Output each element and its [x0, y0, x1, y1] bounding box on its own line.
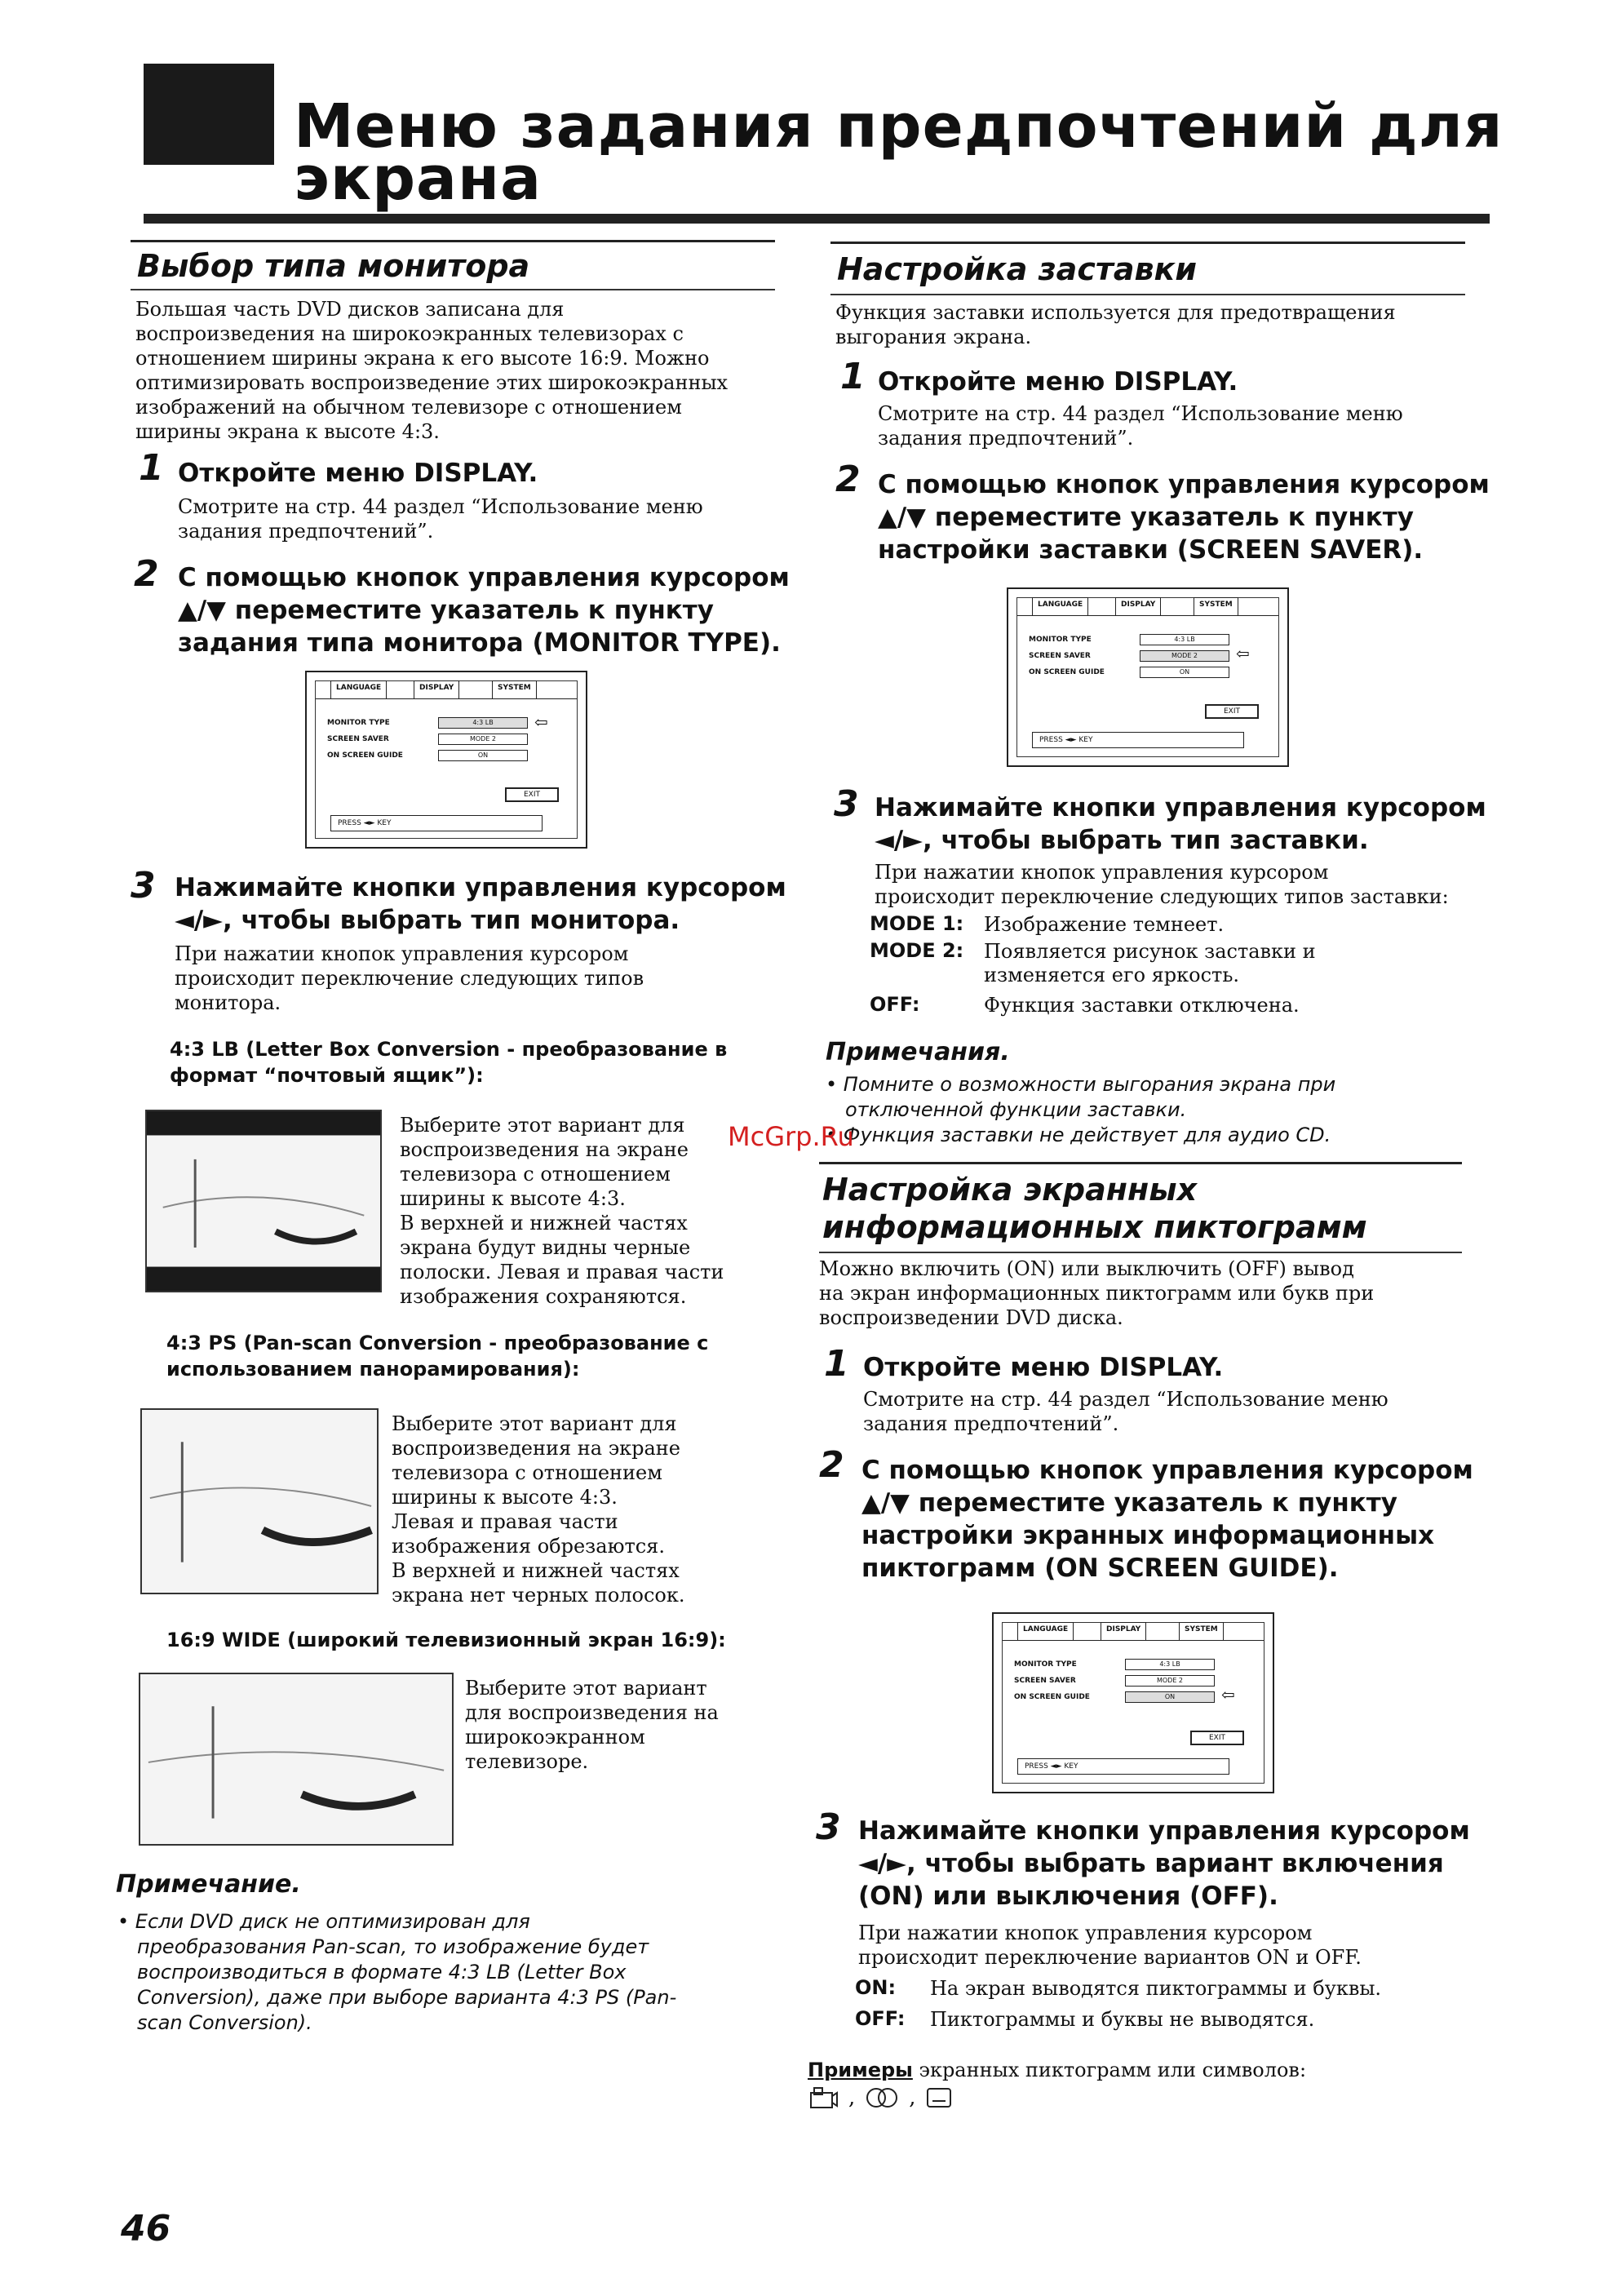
osd-row-monitor-type: MONITOR TYPE	[1029, 636, 1092, 644]
option-ps-heading: 4:3 PS (Pan-scan Conversion - преобразование с использованием панорамирования):	[166, 1332, 709, 1381]
title-decoration-block	[144, 64, 274, 165]
step-subtext: При нажатии кнопок управления курсором происходит переключение вариантов ON и OFF.	[858, 1921, 1362, 1969]
step-title: Откройте меню DISPLAY.	[878, 367, 1238, 397]
osd-row-on-screen-guide: ON SCREEN GUIDE	[1014, 1693, 1090, 1701]
osd-value-monitor: 4:3 LB	[1140, 634, 1229, 645]
osd-exit: EXIT	[1205, 704, 1259, 719]
section-title-guide-line1: Настройка экранных	[822, 1172, 1198, 1208]
osd-value-guide: ON	[1125, 1691, 1215, 1703]
osd-row-screen-saver: SCREEN SAVER	[1014, 1677, 1076, 1685]
step-number: 3	[131, 865, 156, 906]
step-number: 3	[816, 1806, 841, 1848]
notes-text: • Помните о возможности выгорания экрана при отключенной функции заставки. • Функция заставки не действует для аудио CD.	[826, 1073, 1336, 1146]
osd-pointer-icon: ⇦	[1221, 1685, 1235, 1704]
note-text: • Если DVD диск не оптимизирован для преобразования Pan-scan, то изображение будет воспроизводиться в формате 4:3 LB (Letter Box Conversion), даже при выборе варианта 4:3 PS (Pan- scan Conversion).	[117, 1910, 677, 2034]
osd-pointer-icon: ⇦	[1236, 644, 1250, 663]
section-rule	[131, 289, 775, 290]
step-title: Нажимайте кнопки управления курсором ◄/►, чтобы выбрать тип монитора.	[175, 873, 786, 935]
osd-row-screen-saver: SCREEN SAVER	[1029, 652, 1091, 660]
step-title: Нажимайте кнопки управления курсором ◄/►, чтобы выбрать вариант включения (ON) или выключения (OFF).	[858, 1816, 1470, 1911]
osd-row-screen-saver: SCREEN SAVER	[327, 735, 389, 743]
option-wide-heading: 16:9 WIDE (широкий телевизионный экран 16:9):	[166, 1629, 726, 1651]
osd-value-saver: MODE 2	[1125, 1675, 1215, 1687]
osd-tab-system: SYSTEM	[492, 680, 537, 698]
watermark: McGrp.Ru	[728, 1121, 854, 1152]
osd-screen-saver	[1007, 587, 1289, 767]
osd-press-hint: PRESS ◄► KEY	[1032, 732, 1244, 748]
osd-value-monitor: 4:3 LB	[1125, 1659, 1215, 1670]
step-number: 2	[835, 459, 861, 500]
section-title-saver: Настройка заставки	[837, 251, 1197, 287]
step-number: 2	[134, 553, 159, 595]
section-title-monitor: Выбор типа монитора	[137, 248, 530, 284]
step-number: 1	[824, 1343, 849, 1385]
monitor-intro: Большая часть DVD дисков записана для воспроизведения на широкоэкранных телевизорах с отношением ширины экрана к его высоте 16:9. Можно оптимизировать воспроизведение этих широкоэкранных изображений на обычном телевизоре с отношением ширины экрана к высоте 4:3.	[135, 298, 729, 443]
photo-wide	[139, 1673, 454, 1846]
option-lb-text: Выберите этот вариант для воспроизведения на экране телевизора с отношением ширины к высоте 4:3. В верхней и нижней частях экрана будут видны черные полоски. Левая и правая части изображения сохраняются.	[400, 1114, 724, 1308]
section-rule	[830, 242, 1465, 244]
osd-press-hint: PRESS ◄► KEY	[330, 815, 543, 831]
step-number: 1	[139, 447, 164, 489]
note-title: Примечание.	[116, 1870, 301, 1899]
saver-intro: Функция заставки используется для предотвращения выгорания экрана.	[835, 301, 1396, 348]
osd-tab-language: LANGUAGE	[330, 680, 387, 698]
step-title: С помощью кнопок управления курсором ▲/▼ переместите указатель к пункту задания типа монитора (MONITOR TYPE).	[178, 563, 790, 658]
osd-press-hint: PRESS ◄► KEY	[1017, 1758, 1229, 1775]
saver-modes: MODE 1: Изображение темнеет. MODE 2: Появляется рисунок заставки и изменяется его яркость. OFF: Функция заставки отключена.	[870, 912, 1316, 1017]
osd-row-on-screen-guide: ON SCREEN GUIDE	[1029, 668, 1105, 676]
osd-value-guide: ON	[438, 750, 528, 761]
page-number: 46	[121, 2208, 171, 2249]
osd-row-monitor-type: MONITOR TYPE	[1014, 1660, 1077, 1669]
step-title: Откройте меню DISPLAY.	[863, 1353, 1224, 1382]
multi-angle-icon	[809, 2086, 839, 2109]
osd-screen-guide	[992, 1612, 1274, 1793]
subtitle-icon	[926, 2086, 952, 2109]
osd-tab-display: DISPLAY	[1115, 597, 1161, 615]
page-title-line2: экрана	[294, 144, 543, 214]
osd-tab-system: SYSTEM	[1194, 597, 1238, 615]
photo-letterbox	[145, 1110, 382, 1292]
step-subtext: При нажатии кнопок управления курсором происходит переключение следующих типов монитора.	[175, 942, 644, 1014]
osd-exit: EXIT	[1190, 1731, 1244, 1745]
photo-panscan	[140, 1408, 379, 1594]
step-title: Откройте меню DISPLAY.	[178, 459, 538, 488]
guide-options: ON: На экран выводятся пиктограммы и буквы. OFF: Пиктограммы и буквы не выводятся.	[855, 1976, 1382, 2031]
osd-row-monitor-type: MONITOR TYPE	[327, 719, 390, 727]
title-rule	[144, 214, 1490, 224]
osd-value-saver: MODE 2	[1140, 650, 1229, 662]
osd-row-on-screen-guide: ON SCREEN GUIDE	[327, 751, 403, 760]
option-wide-text: Выберите этот вариант для воспроизведения на широкоэкранном телевизоре.	[465, 1677, 719, 1773]
step-subtext: При нажатии кнопок управления курсором происходит переключение следующих типов заставки:	[875, 861, 1449, 908]
osd-tab-display: DISPLAY	[414, 680, 459, 698]
page-title-line1: Меню задания предпочтений для	[294, 91, 1504, 162]
step-title: С помощью кнопок управления курсором ▲/▼ переместите указатель к пункту настройки экранных информационных пиктограмм (ON SCREEN GUIDE).	[861, 1456, 1473, 1583]
step-title: С помощью кнопок управления курсором ▲/▼ переместите указатель к пункту настройки заставки (SCREEN SAVER).	[878, 470, 1490, 565]
osd-tab-language: LANGUAGE	[1017, 1622, 1074, 1640]
section-rule	[131, 240, 775, 242]
example-icons: , ,	[809, 2085, 952, 2110]
osd-exit: EXIT	[505, 787, 559, 802]
section-rule	[819, 1162, 1462, 1164]
osd-pointer-icon: ⇦	[534, 712, 548, 732]
option-lb-heading: 4:3 LB (Letter Box Conversion - преобразование в формат “почтовый ящик”):	[170, 1038, 728, 1087]
step-title: Нажимайте кнопки управления курсором ◄/►, чтобы выбрать тип заставки.	[875, 793, 1486, 855]
section-rule	[830, 294, 1465, 295]
step-number: 1	[840, 356, 866, 397]
option-ps-text: Выберите этот вариант для воспроизведения на экране телевизора с отношением ширины к высоте 4:3. Левая и правая части изображения обрезаются. В верхней и нижней частях экрана нет черных полосок.	[392, 1412, 685, 1607]
osd-value-saver: MODE 2	[438, 734, 528, 745]
section-rule	[819, 1252, 1462, 1253]
step-subtext: Смотрите на стр. 44 раздел “Использование меню задания предпочтений”.	[878, 402, 1403, 450]
notes-title: Примечания.	[826, 1038, 1010, 1066]
guide-intro: Можно включить (ON) или выключить (OFF) вывод на экран информационных пиктограмм или букв при воспроизведении DVD диска.	[819, 1257, 1375, 1329]
examples-line: Примеры экранных пиктограмм или символов:	[808, 2059, 1307, 2081]
step-number: 2	[819, 1444, 844, 1486]
osd-tab-display: DISPLAY	[1101, 1622, 1146, 1640]
osd-tab-language: LANGUAGE	[1032, 597, 1088, 615]
step-subtext: Смотрите на стр. 44 раздел “Использование меню задания предпочтений”.	[178, 495, 703, 543]
audio-dialogue-icon	[865, 2086, 899, 2109]
osd-screen-monitor	[305, 671, 587, 849]
osd-tab-system: SYSTEM	[1179, 1622, 1224, 1640]
osd-value-monitor: 4:3 LB	[438, 717, 528, 729]
section-title-guide-line2: информационных пиктограмм	[822, 1209, 1367, 1245]
osd-value-guide: ON	[1140, 667, 1229, 678]
step-subtext: Смотрите на стр. 44 раздел “Использование меню задания предпочтений”.	[863, 1388, 1388, 1435]
step-number: 3	[834, 783, 859, 825]
